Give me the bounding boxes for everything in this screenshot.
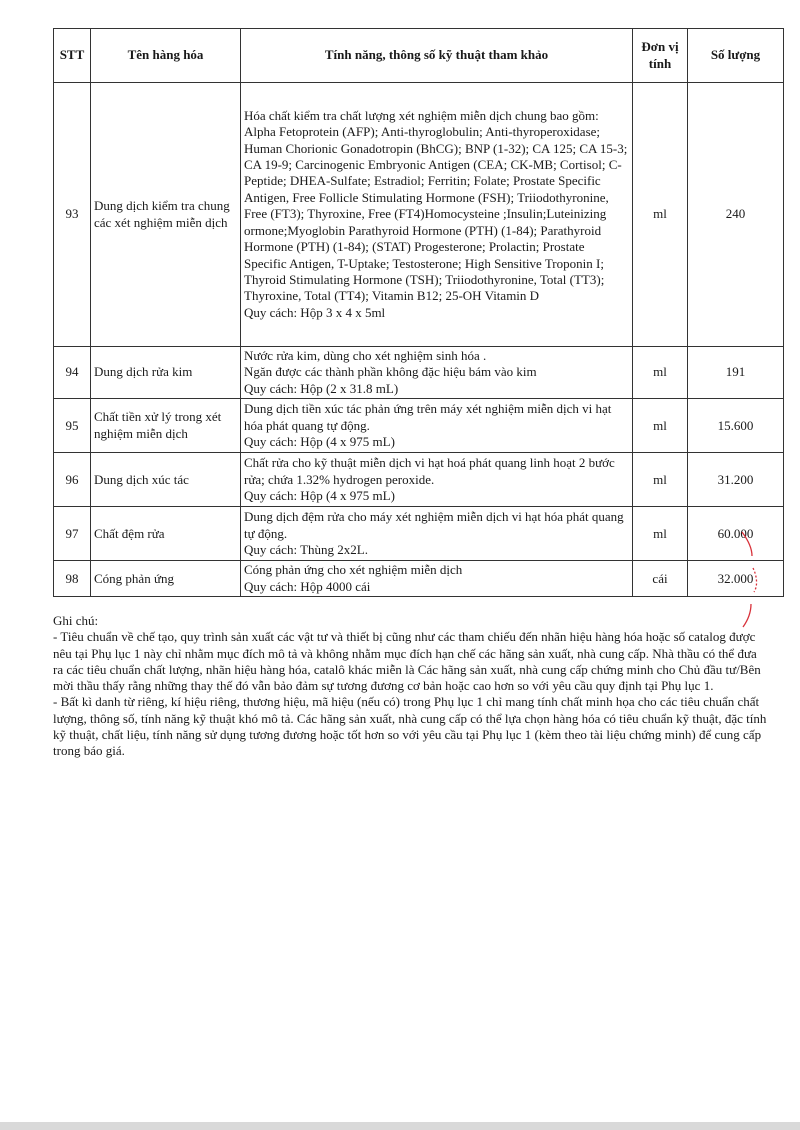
header-item-name: Tên hàng hóa — [91, 29, 241, 83]
row-specification: Cóng phản ứng cho xét nghiệm miễn dịch Quy cách: Hộp 4000 cái — [241, 561, 633, 597]
row-item-name: Dung dịch kiểm tra chung các xét nghiệm miễn dịch — [91, 83, 241, 347]
row-quantity: 15.600 — [688, 399, 784, 453]
row-unit: ml — [633, 507, 688, 561]
row-unit: ml — [633, 83, 688, 347]
table-row — [54, 507, 784, 561]
row-specification: Dung dịch tiền xúc tác phản ứng trên máy xét nghiệm miễn dịch vi hạt hóa phát quang tự động. Quy cách: Hộp (4 x 975 mL) — [241, 399, 633, 453]
row-item-name: Dung dịch rửa kim — [91, 347, 241, 399]
table-header-row — [54, 29, 784, 83]
row-quantity: 60.000 — [688, 507, 784, 561]
header-quantity: Số lượng — [688, 29, 784, 83]
table-row — [54, 83, 784, 347]
specification-table — [53, 28, 784, 597]
row-stt: 96 — [54, 453, 91, 507]
row-item-name: Cóng phản ứng — [91, 561, 241, 597]
row-stt: 95 — [54, 399, 91, 453]
table-row — [54, 347, 784, 399]
row-specification: Hóa chất kiểm tra chất lượng xét nghiệm miễn dịch chung bao gồm: Alpha Fetoprotein (AFP); Anti-thyroglobulin; Anti-thyroperoxidase; Human Chorionic Gonadotropin (BhCG); BNP (1-32); CA 125; CA 15-3; CA 19-9; Carcinogenic Embryonic Antigen (CEA; CK-MB; Cortisol; C-Peptide; DHEA-Sulfate; Estradiol; Ferritin; Folate; Prostate Specific Antigen, Free Follicle Stimulating Hormone (FSH); Triiodothyronine, Free (FT3); Thyroxine, Free (FT4)Homocysteine ;Insulin;Luteinizing ormone;Myoglobin Parathyroid Hormone (PTH) (1-84); Parathyroid Hormone (PTH) (1-84); (STAT) Progesterone; Prolactin; Prostate Specific Antigen, T-Uptake; Testosterone; High Sensitive Troponin I; Thyroid Stimulating Hormone (TSH); Triiodothyronine, Total (TT3); Thyroxine, Total (TT4); Vitamin B12; 25-OH Vitamin D Quy cách: Hộp 3 x 4 x 5ml — [241, 83, 633, 347]
row-specification: Chất rửa cho kỹ thuật miễn dịch vi hạt hoá phát quang linh hoạt 2 bước rửa; chứa 1.32% hydrogen peroxide. Quy cách: Hộp (4 x 975 mL) — [241, 453, 633, 507]
row-quantity: 32.000 — [688, 561, 784, 597]
table-row — [54, 399, 784, 453]
notes-section — [53, 613, 769, 760]
note-item: - Bất kì danh từ riêng, kí hiệu riêng, thương hiệu, mã hiệu (nếu có) trong Phụ lục 1 chỉ mang tính chất minh họa cho các tiêu chuẩn chất lượng, thông số, tính năng kỹ thuật khó mô tả. Các hãng sản xuất, nhà cung cấp có thể lựa chọn hàng hóa có tiêu chuẩn kỹ thuật, đặc tính kỹ thuật, chất liệu, tính năng sử dụng tương đương hoặc tốt hơn so với yêu cầu tại Phụ lục 1 (kèm theo tài liệu chứng minh) để cung cấp trong báo giá. — [53, 694, 767, 759]
row-quantity: 31.200 — [688, 453, 784, 507]
row-quantity: 191 — [688, 347, 784, 399]
header-specification: Tính năng, thông số kỹ thuật tham khảo — [241, 29, 633, 83]
row-unit: ml — [633, 453, 688, 507]
header-unit: Đơn vị tính — [633, 29, 688, 83]
row-specification: Nước rửa kim, dùng cho xét nghiệm sinh hóa . Ngăn được các thành phần không đặc hiệu bám vào kim Quy cách: Hộp (2 x 31.8 mL) — [241, 347, 633, 399]
row-unit: ml — [633, 347, 688, 399]
row-stt: 94 — [54, 347, 91, 399]
row-stt: 97 — [54, 507, 91, 561]
notes-title: Ghi chú: — [53, 613, 99, 628]
row-specification: Dung dịch đệm rửa cho máy xét nghiệm miễn dịch vi hạt hóa phát quang tự động. Quy cách: Thùng 2x2L. — [241, 507, 633, 561]
row-quantity: 240 — [688, 83, 784, 347]
row-stt: 93 — [54, 83, 91, 347]
note-item: - Tiêu chuẩn về chế tạo, quy trình sản xuất các vật tư và thiết bị cũng như các tham chiếu đến nhãn hiệu hàng hóa hoặc số catalog được nêu tại Phụ lục 1 này chỉ nhằm mục đích mô tả và không nhằm mục đích hạn chế các hãng sản xuất, nhà cung cấp. Nhà thầu có thể đưa ra các tiêu chuẩn chất lượng, nhãn hiệu hàng hóa, catalô khác miễn là Các hãng sản xuất, nhà cung cấp chứng minh cho Chủ đầu tư/Bên mời thầu thấy rằng những thay thế đó vẫn bảo đảm sự tương đương cơ bản hoặc cao hơn so với yêu cầu quy định tại Phụ lục 1. — [53, 629, 761, 694]
row-item-name: Dung dịch xúc tác — [91, 453, 241, 507]
row-unit: ml — [633, 399, 688, 453]
row-item-name: Chất tiền xử lý trong xét nghiệm miễn dịch — [91, 399, 241, 453]
page-bottom-edge — [0, 1122, 800, 1130]
row-stt: 98 — [54, 561, 91, 597]
table-row — [54, 453, 784, 507]
table-row — [54, 561, 784, 597]
row-unit: cái — [633, 561, 688, 597]
header-stt: STT — [54, 29, 91, 83]
row-item-name: Chất đệm rửa — [91, 507, 241, 561]
